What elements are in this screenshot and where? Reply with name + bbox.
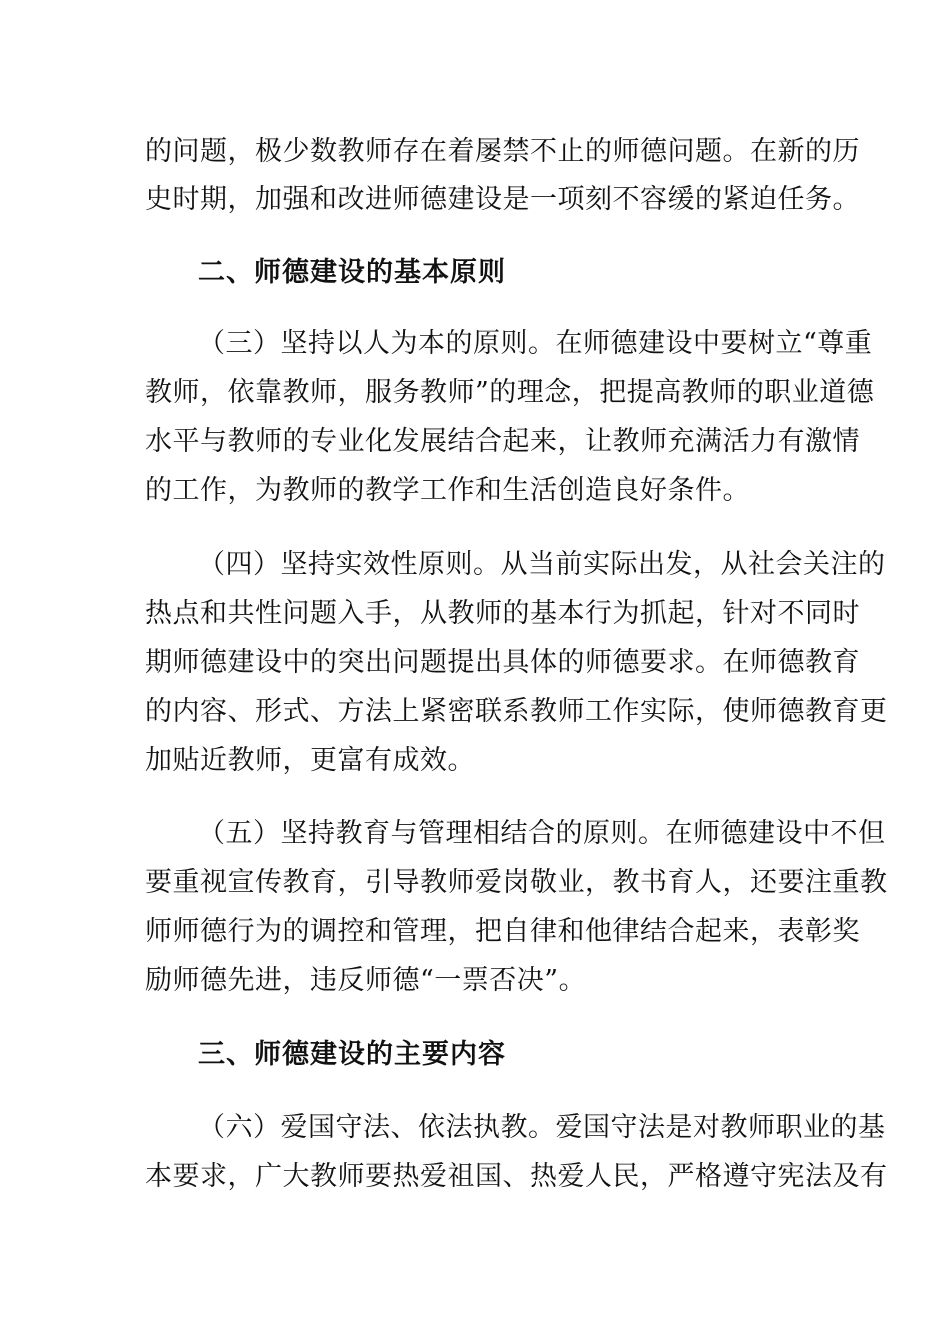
- paragraph-line: 师师德行为的调控和管理，把自律和他律结合起来，表彰奖: [145, 916, 860, 947]
- paragraph-line: 本要求，广大教师要热爱祖国、热爱人民，严格遵守宪法及有: [145, 1161, 888, 1192]
- paragraph-line: 期师德建设中的突出问题提出具体的师德要求。在师德教育: [145, 647, 860, 678]
- section-heading-2: 二、师德建设的基本原则: [198, 257, 506, 288]
- paragraph-line: 励师德先进，违反师德“一票否决”。: [145, 965, 587, 996]
- paragraph-line: 教师，依靠教师，服务教师”的理念，把提高教师的职业道德: [145, 377, 875, 408]
- paragraph-line: 水平与教师的专业化发展结合起来，让教师充满活力有激情: [145, 426, 860, 457]
- paragraph-line: 的问题，极少数教师存在着屡禁不止的师德问题。在新的历: [145, 136, 860, 167]
- paragraph-line: 热点和共性问题入手，从教师的基本行为抓起，针对不同时: [145, 598, 860, 629]
- paragraph-line: （六）爱国守法、依法执教。爱国守法是对教师职业的基: [198, 1112, 886, 1143]
- paragraph-line: 的内容、形式、方法上紧密联系教师工作实际，使师德教育更: [145, 696, 888, 727]
- paragraph-line: （三）坚持以人为本的原则。在师德建设中要树立“尊重: [198, 328, 873, 359]
- paragraph-line: （四）坚持实效性原则。从当前实际出发，从社会关注的: [198, 549, 886, 580]
- paragraph-line: 的工作，为教师的教学工作和生活创造良好条件。: [145, 475, 750, 506]
- section-heading-3: 三、师德建设的主要内容: [198, 1039, 506, 1070]
- paragraph-line: 要重视宣传教育，引导教师爱岗敬业，教书育人，还要注重教: [145, 867, 888, 898]
- paragraph-line: （五）坚持教育与管理相结合的原则。在师德建设中不但: [198, 818, 886, 849]
- paragraph-line: 史时期，加强和改进师德建设是一项刻不容缓的紧迫任务。: [145, 184, 860, 215]
- paragraph-line: 加贴近教师，更富有成效。: [145, 745, 475, 776]
